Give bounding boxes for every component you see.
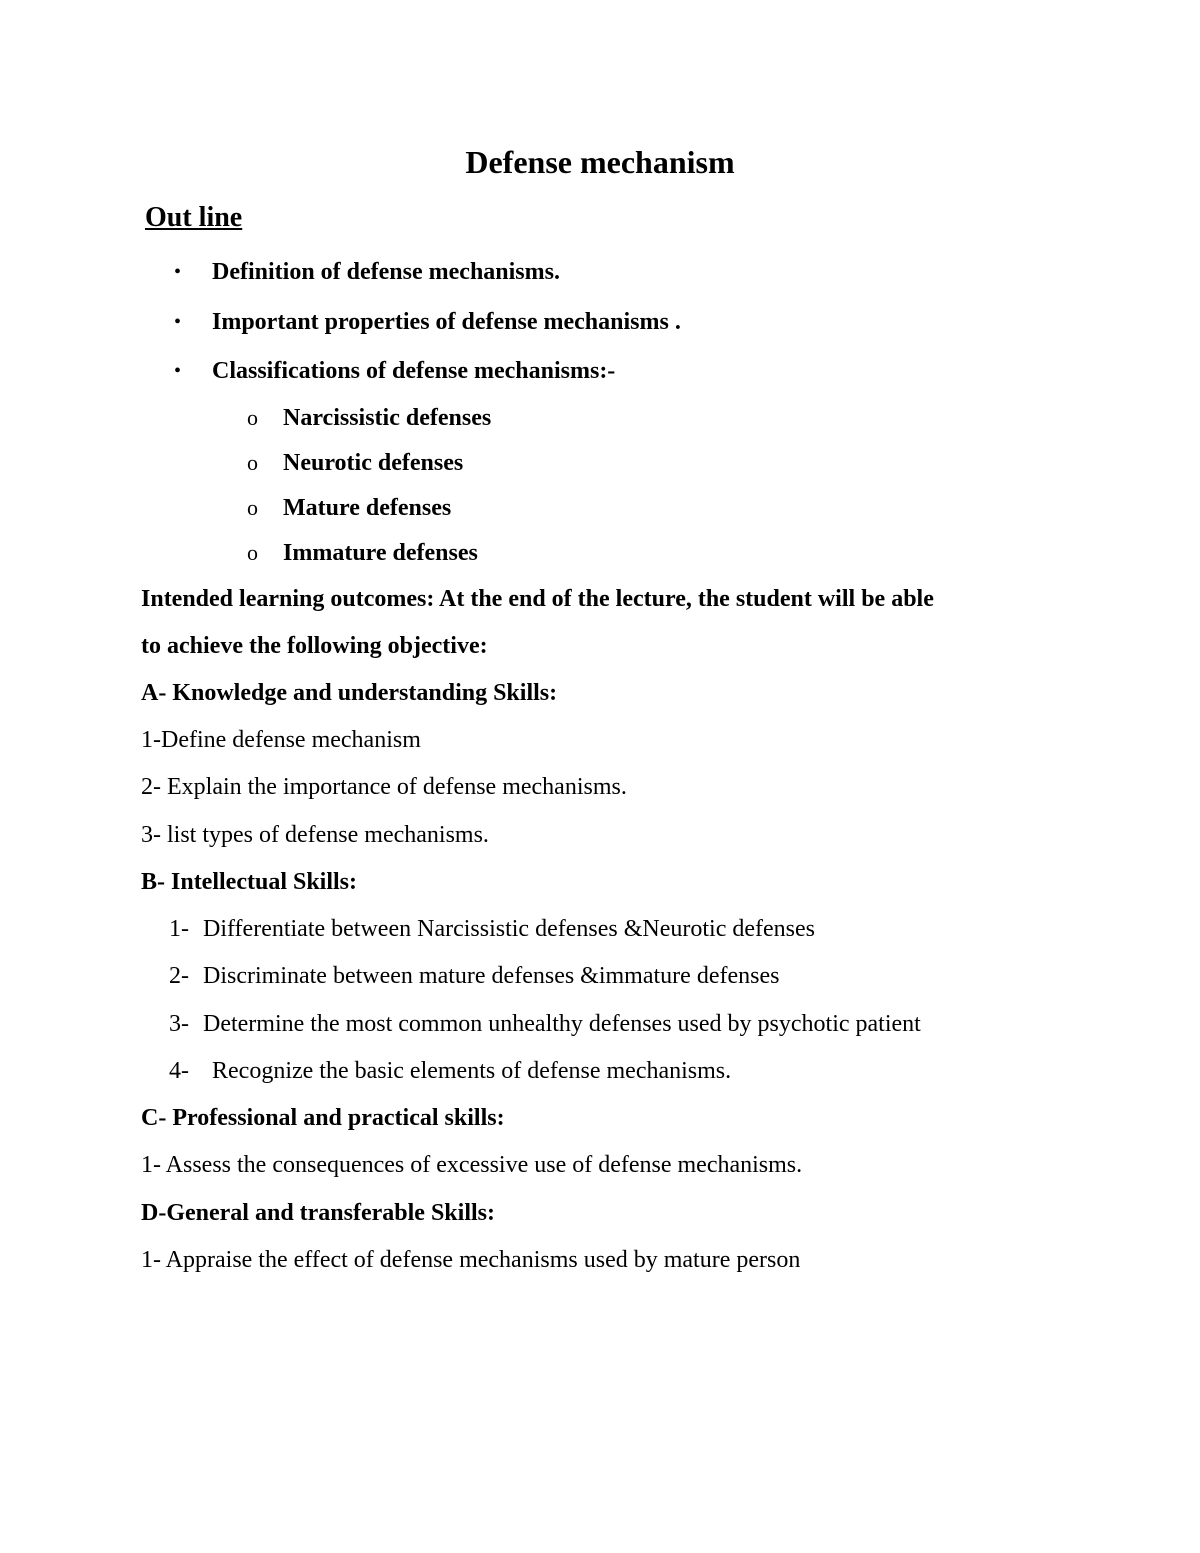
classification-subitem: Immature defenses [283,540,478,566]
bullet-icon: • [174,261,182,283]
outline-heading: Out line [145,202,243,233]
intended-outcomes-line: Intended learning outcomes: At the end of the lecture, the student will be able [141,586,934,612]
section-a-item: 1-Define defense mechanism [141,727,421,753]
classification-subitem: Mature defenses [283,495,452,521]
section-a-item: 3- list types of defense mechanisms. [141,822,489,848]
section-b-item: Determine the most common unhealthy defenses used by psychotic patient [203,1011,921,1037]
outline-item: Definition of defense mechanisms. [212,259,560,285]
classification-subitem: Neurotic defenses [283,450,464,476]
section-b-heading: B- Intellectual Skills: [141,869,358,895]
section-b-item-number: 4- [169,1058,189,1084]
section-b-item: Recognize the basic elements of defense mechanisms. [212,1058,732,1084]
section-d-heading: D-General and transferable Skills: [141,1200,495,1226]
bullet-icon: • [174,311,182,333]
bullet-icon: • [174,360,182,382]
section-b-item: Differentiate between Narcissistic defenses &Neurotic defenses [203,916,815,942]
sub-bullet-icon: o [247,540,258,565]
section-b-item-number: 2- [169,963,189,989]
outline-item: Classifications of defense mechanisms:- [212,358,616,384]
section-b-item-number: 1- [169,916,189,942]
classification-subitem: Narcissistic defenses [283,405,492,431]
section-c-heading: C- Professional and practical skills: [141,1105,505,1131]
sub-bullet-icon: o [247,405,258,430]
section-b-item-number: 3- [169,1011,189,1037]
section-c-item: 1- Assess the consequences of excessive use of defense mechanisms. [141,1152,803,1178]
sub-bullet-icon: o [247,495,258,520]
section-b-item: Discriminate between mature defenses &immature defenses [203,963,780,989]
sub-bullet-icon: o [247,450,258,475]
section-d-item: 1- Appraise the effect of defense mechanisms used by mature person [141,1247,801,1273]
intended-outcomes-line: to achieve the following objective: [141,633,488,659]
outline-item: Important properties of defense mechanisms . [212,309,681,335]
section-a-item: 2- Explain the importance of defense mechanisms. [141,774,627,800]
section-a-heading: A- Knowledge and understanding Skills: [141,680,558,706]
document-title: Defense mechanism [465,144,735,180]
